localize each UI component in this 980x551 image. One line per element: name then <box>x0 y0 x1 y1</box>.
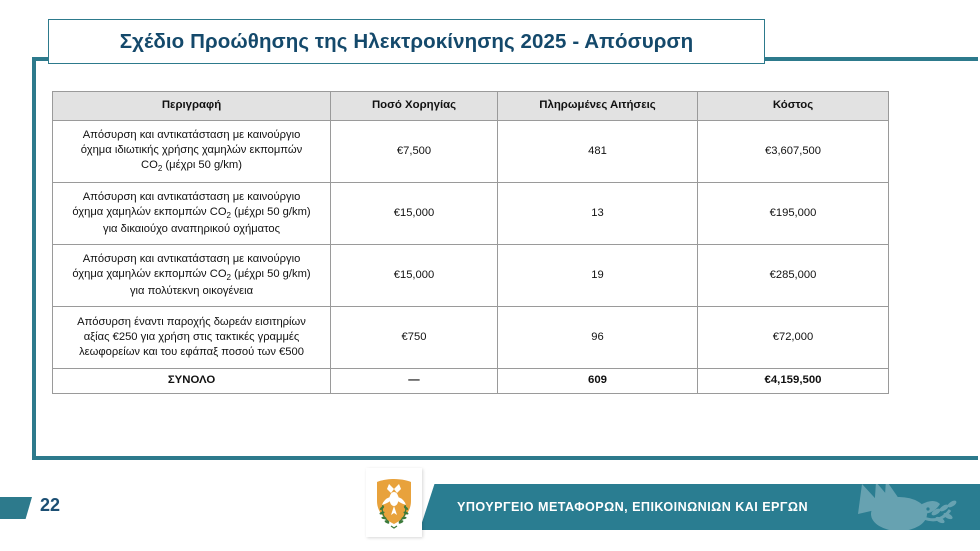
column-header-grant-amount: Ποσό Χορηγίας <box>331 92 498 121</box>
ministry-name: ΥΠΟΥΡΓΕΙΟ ΜΕΤΑΦΟΡΩΝ, ΕΠΙΚΟΙΝΩΝΙΩΝ ΚΑΙ ΕΡΓΩΝ <box>457 500 809 514</box>
table-row <box>53 183 889 245</box>
cell-paid-applications: 13 <box>498 183 698 245</box>
cell-grant-amount: €750 <box>331 307 498 369</box>
co2-subscript: 2 <box>226 211 232 221</box>
cell-paid-applications: 19 <box>498 245 698 307</box>
description-line-2-prefix: όχημα χαμηλών εκπομπών CO <box>72 205 227 218</box>
description-line-1: Απόσυρση και αντικατάσταση με καινούργιο <box>82 128 301 141</box>
cell-grant-amount: €7,500 <box>331 121 498 183</box>
cell-paid-applications: 481 <box>498 121 698 183</box>
column-header-description: Περιγραφή <box>53 92 331 121</box>
column-header-cost: Κόστος <box>698 92 889 121</box>
cell-total-label: ΣΥΝΟΛΟ <box>53 369 331 394</box>
cyprus-coat-of-arms-icon <box>366 468 422 537</box>
description-line-3-prefix: CO <box>141 159 158 172</box>
description-line-3: για δικαιούχο αναπηρικού οχήματος <box>102 223 281 236</box>
page-number-marker <box>0 497 32 519</box>
coat-of-arms-graphic <box>371 475 417 531</box>
description-line-2-suffix: (μέχρι 50 g/km) <box>231 267 311 280</box>
table-row <box>53 121 889 183</box>
page-number: 22 <box>40 495 61 515</box>
description-line-2-prefix: όχημα χαμηλών εκπομπών CO <box>72 267 227 280</box>
dove-olive-branch-icon <box>824 484 974 530</box>
table-total-row <box>53 369 889 394</box>
cell-paid-applications: 96 <box>498 307 698 369</box>
subsidy-table <box>52 91 889 394</box>
co2-subscript: 2 <box>226 273 232 283</box>
description-line-3: λεωφορείων και του εφάπαξ ποσού των €500 <box>79 346 304 359</box>
cell-total-grant-amount: — <box>331 369 498 394</box>
cell-grant-amount: €15,000 <box>331 183 498 245</box>
cell-description <box>53 307 331 369</box>
column-header-paid-applications: Πληρωμένες Αιτήσεις <box>498 92 698 121</box>
cell-description <box>53 245 331 307</box>
cell-cost: €195,000 <box>698 183 889 245</box>
slide-frame-left-border <box>32 57 36 460</box>
table-row <box>53 307 889 369</box>
page-title: Σχέδιο Προώθησης της Ηλεκτροκίνησης 2025 - Απόσυρση <box>119 29 694 53</box>
description-line-3-suffix: (μέχρι 50 g/km) <box>162 159 242 172</box>
cell-total-paid-applications: 609 <box>498 369 698 394</box>
description-line-2-suffix: (μέχρι 50 g/km) <box>231 205 311 218</box>
footer-bar <box>411 484 980 530</box>
cell-cost: €285,000 <box>698 245 889 307</box>
cell-grant-amount: €15,000 <box>331 245 498 307</box>
description-line-1: Απόσυρση και αντικατάσταση με καινούργιο <box>82 190 301 203</box>
description-line-1: Απόσυρση έναντι παροχής δωρεάν εισιτηρίων <box>77 315 306 328</box>
cell-cost: €3,607,500 <box>698 121 889 183</box>
cell-description <box>53 121 331 183</box>
slide-frame-bottom-border <box>32 456 978 460</box>
table-header-row <box>53 92 889 121</box>
cell-total-cost: €4,159,500 <box>698 369 889 394</box>
co2-subscript: 2 <box>157 164 163 174</box>
table-row <box>53 245 889 307</box>
description-line-3: για πολύτεκνη οικογένεια <box>129 285 254 298</box>
description-line-1: Απόσυρση και αντικατάσταση με καινούργιο <box>82 252 301 265</box>
cell-cost: €72,000 <box>698 307 889 369</box>
slide-title-box <box>48 19 765 64</box>
description-line-2: αξίας €250 για χρήση στις τακτικές γραμμές <box>83 330 300 343</box>
cell-description <box>53 183 331 245</box>
description-line-2: όχημα ιδιωτικής χρήσης χαμηλών εκπομπών <box>80 143 303 156</box>
